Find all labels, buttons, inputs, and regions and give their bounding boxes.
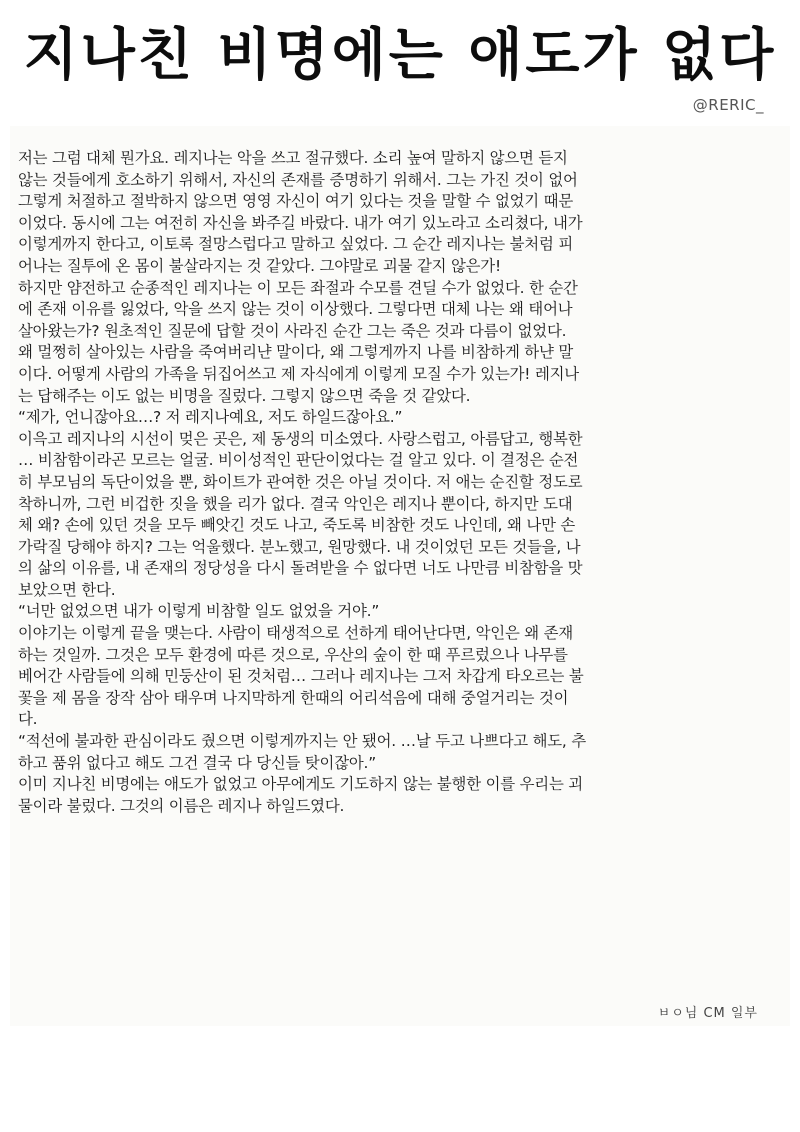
text-line: 어나는 질투에 온 몸이 불살라지는 것 같았다. 그야말로 괴물 같지 않은가! bbox=[18, 256, 501, 275]
text-line: 이렇게까지 한다고, 이토록 절망스럽다고 말하고 싶었다. 그 순간 레지나는 불처럼 피 bbox=[18, 235, 573, 254]
text-line: 베어간 사람들에 의해 민둥산이 된 것처럼… 그러나 레지나는 그저 차갑게 타오르는 불 bbox=[18, 667, 584, 686]
text-line: 가락질 당해야 하지? 그는 억울했다. 분노했고, 원망했다. 내 것이었던 모든 것들을, 나 bbox=[18, 537, 581, 556]
text-line: 는 답해주는 이도 없는 비명을 질렀다. 그렇지 않으면 죽을 것 같았다. bbox=[18, 386, 471, 405]
signature: ㅂㅇ님 CM 일부 bbox=[657, 1006, 758, 1021]
text-line: 이윽고 레지나의 시선이 멎은 곳은, 제 동생의 미소였다. 사랑스럽고, 아름답고, 행복한 bbox=[18, 429, 583, 448]
text-line: 그렇게 처절하고 절박하지 않으면 영영 자신이 여기 있다는 것을 말할 수 없었기 때문 bbox=[18, 192, 573, 211]
text-line: 물이라 불렀다. 그것의 이름은 레지나 하일드였다. bbox=[18, 796, 345, 815]
author-handle: @RERIC_ bbox=[692, 96, 764, 114]
text-line: 착하니까, 그런 비겁한 짓을 했을 리가 없다. 결국 악인은 레지나 뿐이다, 하지만 도대 bbox=[18, 494, 573, 513]
quote-line: 하고 품위 없다고 해도 그건 결국 다 당신들 탓이잖아.” bbox=[18, 753, 377, 772]
text-line: 에 존재 이유를 잃었다, 악을 쓰지 않는 것이 이상했다. 그렇다면 대체 나는 왜 태어나 bbox=[18, 300, 573, 319]
text-line: … 비참함이라곤 모르는 얼굴. 비이성적인 판단이었다는 걸 알고 있다. 이 결정은 순전 bbox=[18, 451, 579, 470]
text-line: 하는 것일까. 그것은 모두 환경에 따른 것으로, 우산의 숲이 한 때 푸르렀으나 나무를 bbox=[18, 645, 568, 664]
text-line: 이었다. 동시에 그는 여전히 자신을 봐주길 바랐다. 내가 여기 있노라고 소리쳤다, 내가 bbox=[18, 213, 583, 232]
text-line: 이다. 어떻게 사람의 가족을 뒤집어쓰고 제 자식에게 이렇게 모질 수가 있는가! 레지나 bbox=[18, 364, 579, 383]
text-line: 체 왜? 손에 있던 것을 모두 빼앗긴 것도 나고, 죽도록 비참한 것도 나인데, 왜 나만 손 bbox=[18, 516, 576, 535]
article-body bbox=[18, 148, 782, 817]
quote-line: “너만 없었으면 내가 이렇게 비참할 일도 없었을 거야.” bbox=[18, 602, 380, 621]
text-line: 의 삶의 이유를, 내 존재의 정당성을 다시 돌려받을 수 없다면 너도 나만큼 비참함을 맛 bbox=[18, 559, 583, 578]
text-line: 않는 것들에게 호소하기 위해서, 자신의 존재를 증명하기 위해서. 그는 가진 것이 없어 bbox=[18, 170, 578, 189]
text-line: 저는 그럼 대체 뭔가요. 레지나는 악을 쓰고 절규했다. 소리 높여 말하지 않으면 듣지 bbox=[18, 149, 568, 167]
text-line: 이야기는 이렇게 끝을 맺는다. 사람이 태생적으로 선하게 태어난다면, 악인은 왜 존재 bbox=[18, 624, 573, 643]
text-line: 이미 지나친 비명에는 애도가 없었고 아무에게도 기도하지 않는 불행한 이를 우리는 괴 bbox=[18, 775, 583, 794]
text-line: 다. bbox=[18, 710, 38, 729]
quote-line: “제가, 언니잖아요…? 저 레지나예요, 저도 하일드잖아요.” bbox=[18, 408, 403, 427]
text-line: 왜 멀쩡히 살아있는 사람을 죽여버리냔 말이다, 왜 그렇게까지 나를 비참하게 하냔 말 bbox=[18, 343, 573, 362]
text-line: 히 부모님의 독단이었을 뿐, 화이트가 관여한 것은 아닐 것이다. 저 애는 순진할 정도로 bbox=[18, 472, 583, 491]
text-line: 살아왔는가? 원초적인 질문에 답할 것이 사라진 순간 그는 죽은 것과 다름이 없었다. bbox=[18, 321, 567, 340]
text-line: 보았으면 한다. bbox=[18, 580, 116, 599]
text-line: 하지만 얌전하고 순종적인 레지나는 이 모든 좌절과 수모를 견딜 수가 없었다. 한 순간 bbox=[18, 278, 578, 297]
page-title: 지나친 비명에는 애도가 없다 bbox=[23, 23, 777, 88]
text-line: 꽃을 제 몸을 장작 삼아 태우며 나지막하게 한때의 어리석음에 대해 중얼거리는 것이 bbox=[18, 688, 569, 707]
quote-line: “적선에 불과한 관심이라도 줬으면 이렇게까지는 안 됐어. …날 두고 나쁘다고 해도, 추 bbox=[18, 732, 586, 751]
